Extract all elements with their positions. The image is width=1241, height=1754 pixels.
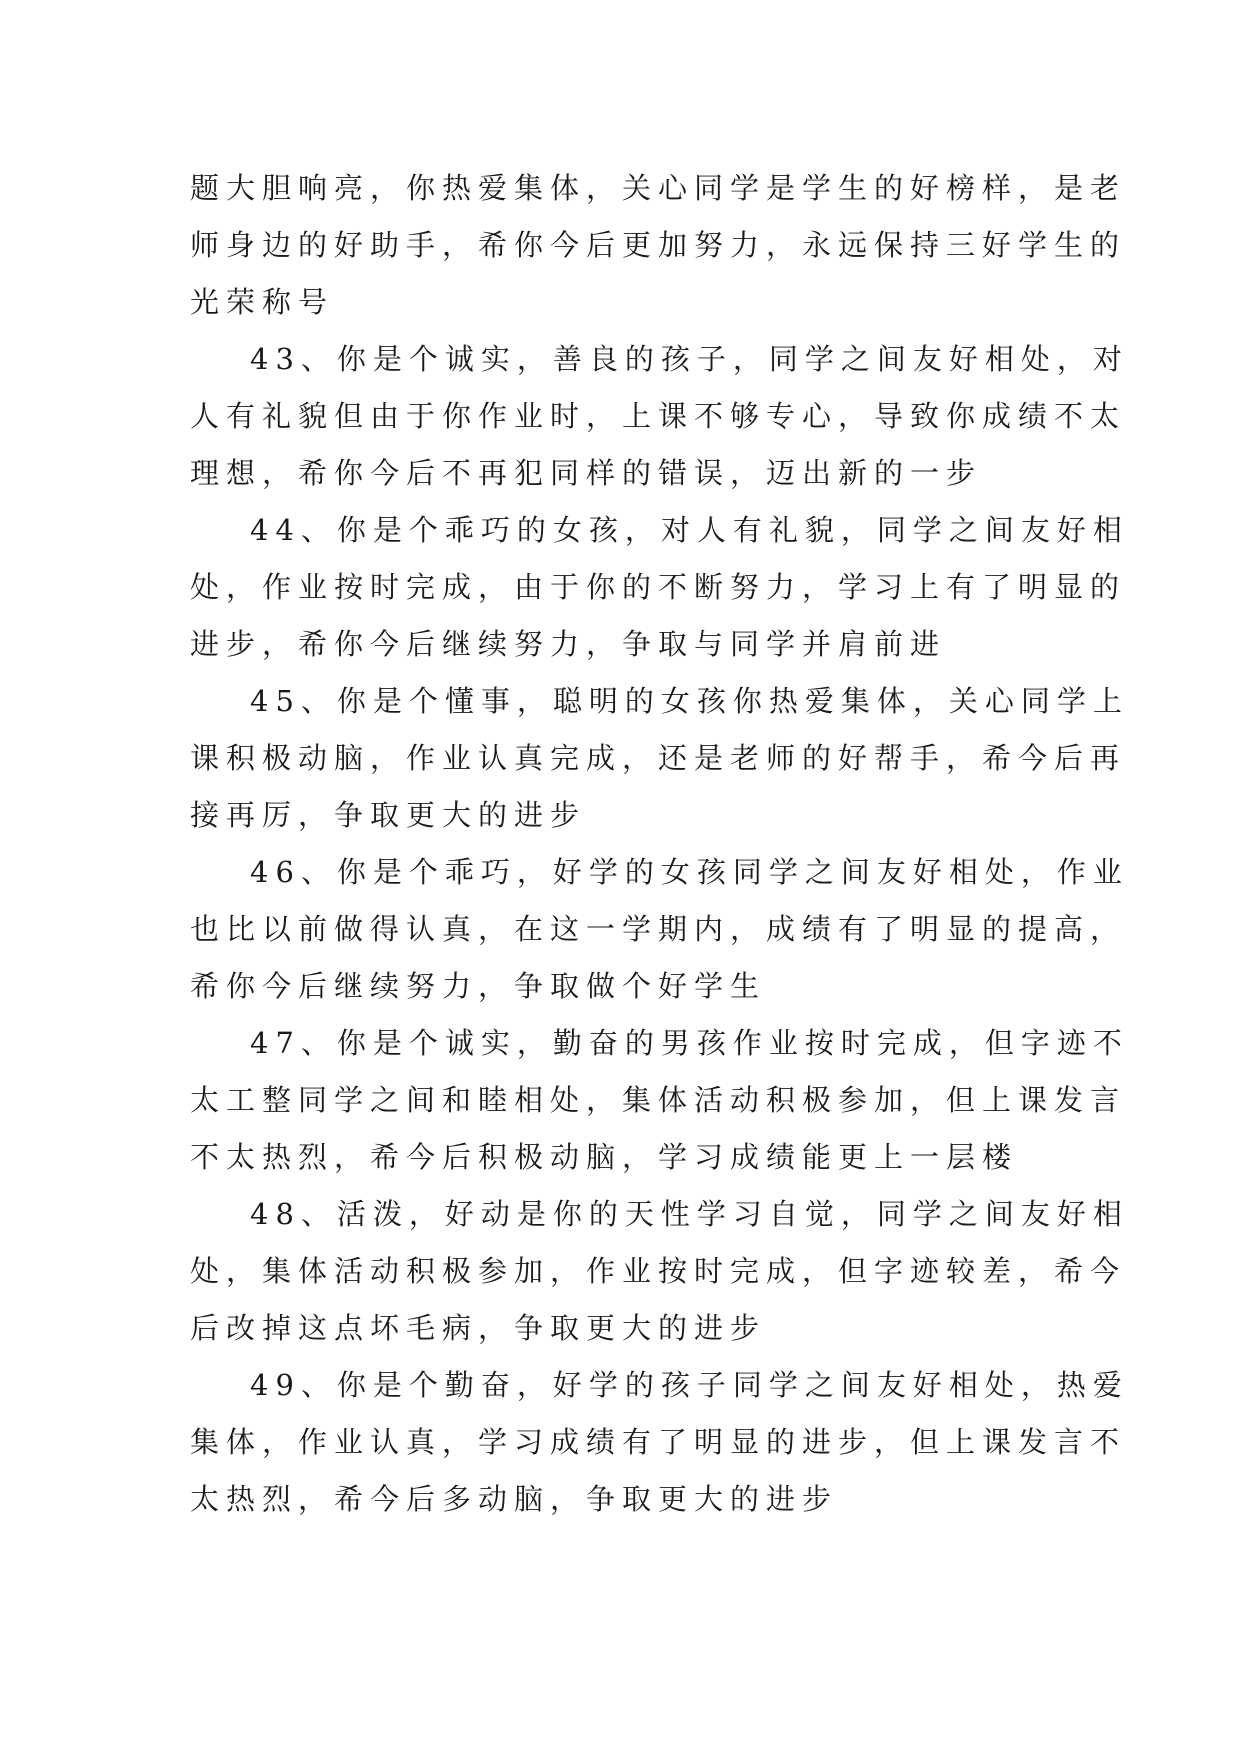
paragraph-continued [190,160,1127,331]
paragraph-45 [190,673,1129,844]
text-line: 接再厉，争取更大的进步 [190,798,587,832]
text-line: 48、活泼，好动是你的天性学习自觉，同学之间友好相 [250,1197,1129,1231]
paragraph-43 [190,331,1129,502]
text-line: 太工整同学之间和睦相处，集体活动积极参加，但上课发言 [190,1083,1127,1117]
text-line: 课积极动脑，作业认真完成，还是老师的好帮手，希今后再 [190,741,1127,775]
text-line: 希你今后继续努力，争取做个好学生 [190,969,767,1003]
text-line: 处，作业按时完成，由于你的不断努力，学习上有了明显的 [190,570,1127,604]
document-body [190,160,1129,1528]
text-line: 集体，作业认真，学习成绩有了明显的进步，但上课发言不 [190,1425,1127,1459]
text-line: 后改掉这点坏毛病，争取更大的进步 [190,1311,767,1345]
text-line: 理想，希你今后不再犯同样的错误，迈出新的一步 [190,456,983,490]
text-line: 47、你是个诚实，勤奋的男孩作业按时完成，但字迹不 [250,1026,1129,1060]
text-line: 人有礼貌但由于你作业时，上课不够专心，导致你成绩不太 [190,399,1127,433]
paragraph-46 [190,844,1129,1015]
paragraph-47 [190,1015,1129,1186]
text-line: 太热烈，希今后多动脑，争取更大的进步 [190,1482,839,1516]
text-line: 43、你是个诚实，善良的孩子，同学之间友好相处，对 [250,342,1129,376]
paragraph-44 [190,502,1129,673]
text-line: 处，集体活动积极参加，作业按时完成，但字迹较差，希今 [190,1254,1127,1288]
text-line: 49、你是个勤奋，好学的孩子同学之间友好相处，热爱 [250,1368,1129,1402]
text-line: 45、你是个懂事，聪明的女孩你热爱集体，关心同学上 [250,684,1129,718]
paragraph-49 [190,1357,1129,1528]
text-line: 46、你是个乖巧，好学的女孩同学之间友好相处，作业 [250,855,1129,889]
text-line: 题大胆响亮，你热爱集体，关心同学是学生的好榜样，是老 [190,171,1127,205]
text-line: 进步，希你今后继续努力，争取与同学并肩前进 [190,627,947,661]
paragraph-48 [190,1186,1129,1357]
text-line: 光荣称号 [190,285,335,319]
text-line: 不太热烈，希今后积极动脑，学习成绩能更上一层楼 [190,1140,1019,1174]
text-line: 师身边的好助手，希你今后更加努力，永远保持三好学生的 [190,228,1127,262]
text-line: 也比以前做得认真，在这一学期内，成绩有了明显的提高， [190,912,1127,946]
text-line: 44、你是个乖巧的女孩，对人有礼貌，同学之间友好相 [250,513,1129,547]
